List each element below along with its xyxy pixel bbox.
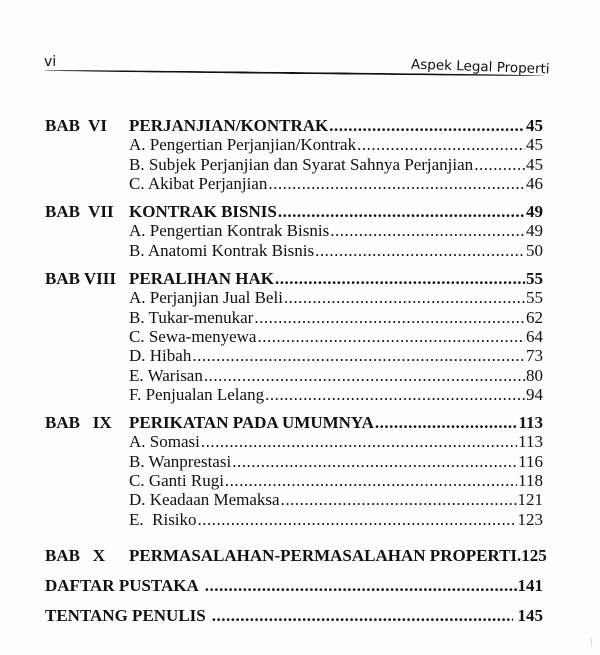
leader-dots (204, 366, 525, 385)
leader-dots (330, 221, 525, 240)
page-ref: 62 (526, 307, 543, 327)
section-title: D. Hibah (129, 346, 192, 366)
page-ref: 64 (526, 326, 543, 346)
toc-section (45, 471, 543, 490)
section-title: C. Akibat Perjanjian (129, 173, 268, 193)
toc-section (45, 510, 543, 529)
page-ref: 145 (517, 605, 543, 625)
leader-dots (192, 346, 525, 365)
leader-dots (315, 241, 525, 260)
chapter-number: BAB X (45, 545, 105, 565)
page-ref: 46 (526, 173, 543, 193)
running-header (44, 50, 551, 80)
chapter-title: PERMASALAHAN-PERMASALAHAN PROPERTI. (129, 545, 522, 565)
leader-dots (268, 174, 525, 193)
section-title: A. Perjanjian Jual Beli (129, 288, 283, 308)
toc-chapter (45, 116, 543, 135)
toc-section (45, 135, 543, 154)
page-ref: 49 (526, 221, 543, 241)
toc-section (45, 432, 543, 451)
chapter-number: BAB VII (45, 202, 114, 222)
page-ref: 45 (526, 154, 543, 174)
section-title: E. Risiko (129, 509, 197, 529)
section-title: A. Somasi (129, 432, 200, 452)
leader-dots (281, 490, 517, 509)
chapter-title: PERJANJIAN/KONTRAK (129, 116, 329, 135)
leader-dots (278, 202, 525, 221)
section-title: B. Wanprestasi (129, 451, 232, 471)
page-ref: 49 (526, 202, 543, 222)
section-title: B. Subjek Perjanjian dan Syarat Sahnya Perjanjian (129, 154, 474, 174)
toc-section (45, 490, 543, 509)
page-ref: 113 (518, 413, 543, 433)
page-ref: 80 (526, 365, 543, 385)
section-title: B. Anatomi Kontrak Bisnis (129, 240, 315, 260)
leader-dots (205, 575, 517, 597)
section-title: C. Sewa-menyewa (129, 326, 257, 346)
toc-section (45, 385, 543, 404)
page-ref: 118 (518, 471, 543, 491)
chapter-number: BAB VI (45, 116, 108, 135)
toc-section (45, 452, 543, 471)
toc-chapter (45, 269, 543, 288)
leader-dots (201, 432, 517, 451)
chapter-number: BAB IX (45, 413, 112, 433)
page-ref: 94 (526, 384, 543, 404)
page-ref: 123 (517, 509, 543, 529)
leader-dots (275, 269, 525, 288)
backmatter-title: TENTANG PENULIS (45, 605, 206, 625)
toc-section (45, 221, 543, 240)
page-ref: 45 (526, 135, 543, 155)
leader-dots (329, 116, 525, 135)
page-ref: 116 (518, 451, 543, 471)
leader-dots (357, 135, 525, 154)
page-ref: 141 (517, 575, 543, 595)
toc-section (45, 155, 543, 174)
leader-dots (265, 385, 525, 404)
leader-dots (212, 605, 513, 627)
toc-section (45, 308, 543, 327)
leader-dots (232, 452, 517, 471)
toc-section (45, 174, 543, 193)
backmatter-title: DAFTAR PUSTAKA (45, 575, 199, 595)
toc-section (45, 366, 543, 385)
toc-section (45, 327, 543, 346)
section-title: F. Penjualan Lelang (129, 384, 265, 404)
leader-dots (284, 288, 525, 307)
toc-chapter (45, 202, 543, 221)
page-ref: 121 (517, 490, 543, 510)
chapter-title: PERIKATAN PADA UMUMNYA (129, 413, 374, 433)
section-title: C. Ganti Rugi (129, 471, 224, 491)
page-number: vi (44, 54, 57, 70)
chapter-number: BAB VIII (45, 269, 117, 289)
leader-dots (375, 413, 518, 432)
running-title: Aspek Legal Properti (411, 56, 551, 78)
section-title: A. Pengertian Perjanjian/Kontrak (129, 135, 357, 155)
page-ref: 50 (526, 240, 543, 260)
section-title: E. Warisan (129, 365, 203, 385)
leader-dots (254, 308, 525, 327)
leader-dots (474, 155, 525, 174)
toc-backmatter (45, 605, 543, 627)
chapter-title: PERALIHAN HAK (129, 269, 274, 289)
leader-dots (198, 510, 517, 529)
chapter-title: KONTRAK BISNIS (129, 202, 277, 222)
page-ref: 55 (526, 269, 543, 289)
toc-backmatter (45, 575, 543, 597)
toc-section (45, 346, 543, 365)
page-ref: 125 (521, 545, 547, 565)
toc-chapter (45, 545, 547, 567)
table-of-contents (45, 116, 547, 627)
leader-dots (257, 327, 525, 346)
page-ref: 113 (518, 432, 543, 452)
page-ref: 45 (526, 116, 543, 135)
toc-section (45, 288, 543, 307)
toc-chapter (45, 413, 543, 432)
section-title: A. Pengertian Kontrak Bisnis (129, 221, 330, 241)
leader-dots (225, 471, 517, 490)
page-ref: 73 (526, 346, 543, 366)
page-ref: 55 (526, 288, 543, 308)
scan-mark (591, 637, 598, 647)
section-title: D. Keadaan Memaksa (129, 490, 280, 510)
section-title: B. Tukar-menukar (129, 307, 254, 327)
toc-section (45, 241, 543, 260)
